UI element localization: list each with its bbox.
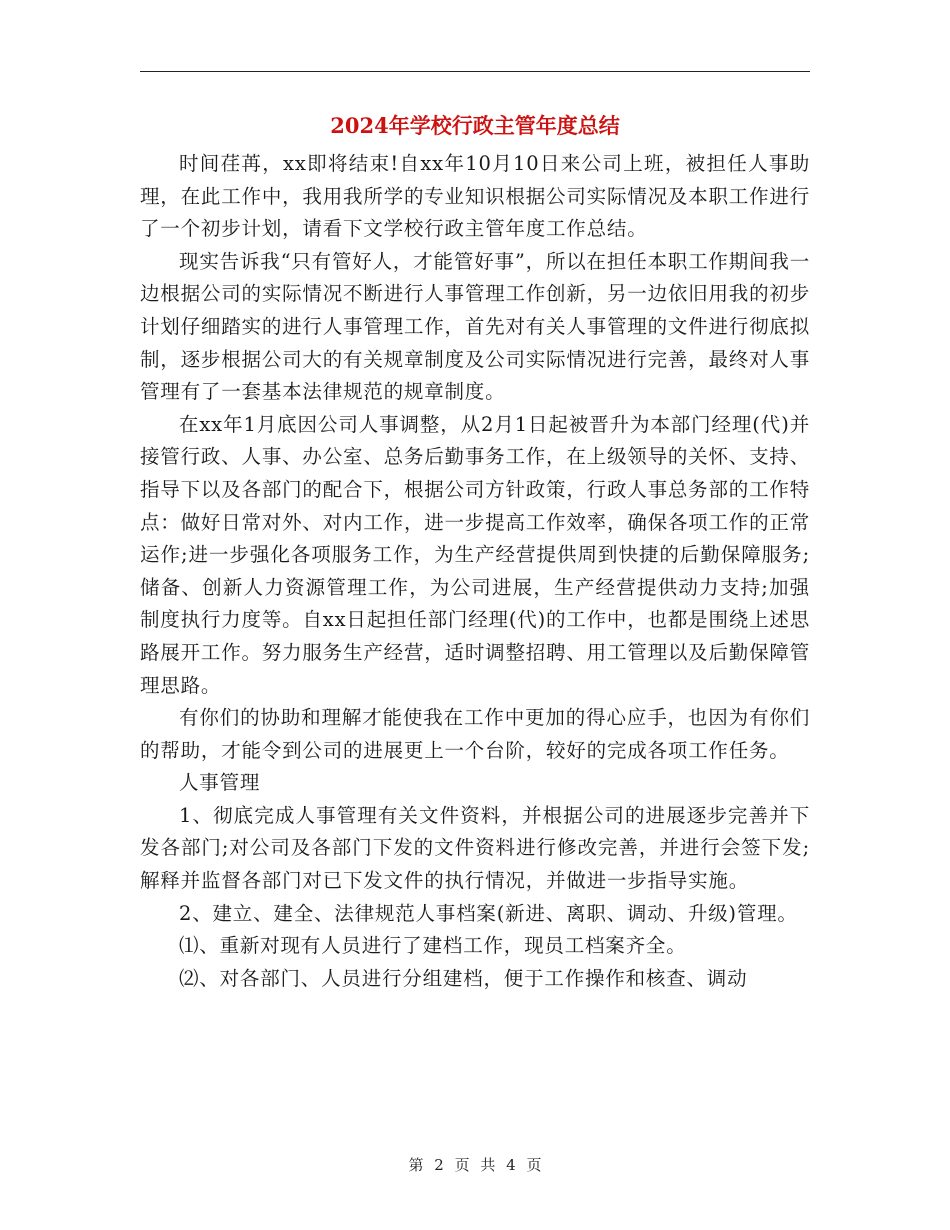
list-item: 1、彻底完成人事管理有关文件资料，并根据公司的进展逐步完善并下发各部门;对公司及各部门下发的文件资料进行修改完善，并进行会签下发;解释并监督各部门对已下发文件的执行情况，并做进一步指导实施。 bbox=[140, 803, 810, 893]
document-title: 2024年学校行政主管年度总结 bbox=[330, 113, 620, 138]
sub-list-item: ⑵、对各部门、人员进行分组建档，便于工作操作和核查、调动 bbox=[179, 966, 748, 990]
list-item: 2、建立、建全、法律规范人事档案(新进、离职、调动、升级)管理。 bbox=[179, 901, 798, 925]
sub-list-item: ⑴、重新对现有人员进行了建档工作，现员工档案齐全。 bbox=[179, 934, 687, 958]
header-rule bbox=[140, 71, 810, 72]
section-heading: 人事管理 bbox=[179, 771, 261, 795]
paragraph: 现实告诉我“只有管好人，才能管好事”，所以在担任本职工作期间我一边根据公司的实际情况不断进行人事管理工作创新，另一边依旧用我的初步计划仔细踏实的进行人事管理工作，首先对有关人事管理的文件进行彻底拟制，逐步根据公司大的有关规章制度及公司实际情况进行完善，最终对人事管理有了一套基本法律规范的规章制度。 bbox=[140, 249, 810, 404]
paragraph: 时间荏苒，xx即将结束!自xx年10月10日来公司上班，被担任人事助理，在此工作中，我用我所学的专业知识根据公司实际情况及本职工作进行了一个初步计划，请看下文学校行政主管年度工作总结。 bbox=[140, 152, 810, 241]
document-body bbox=[140, 148, 810, 995]
paragraph: 在xx年1月底因公司人事调整，从2月1日起被晋升为本部门经理(代)并接管行政、人事、办公室、总务后勤事务工作，在上级领导的关怀、支持、指导下以及各部门的配合下，根据公司方针政策，行政人事总务部的工作特点：做好日常对外、对内工作，进一步提高工作效率，确保各项工作的正常运作;进一步强化各项服务工作，为生产经营提供周到快捷的后勤保障服务;储备、创新人力资源管理工作，为公司进展，生产经营提供动力支持;加强制度执行力度等。自xx日起担任部门经理(代)的工作中，也都是围绕上述思路展开工作。努力服务生产经营，适时调整招聘、用工管理以及后勤保障管理思路。 bbox=[140, 412, 810, 697]
paragraph: 有你们的协助和理解才能使我在工作中更加的得心应手，也因为有你们的帮助，才能令到公司的进展更上一个台阶，较好的完成各项工作任务。 bbox=[140, 706, 810, 762]
page-footer: 第 2 页 共 4 页 bbox=[408, 1156, 542, 1174]
